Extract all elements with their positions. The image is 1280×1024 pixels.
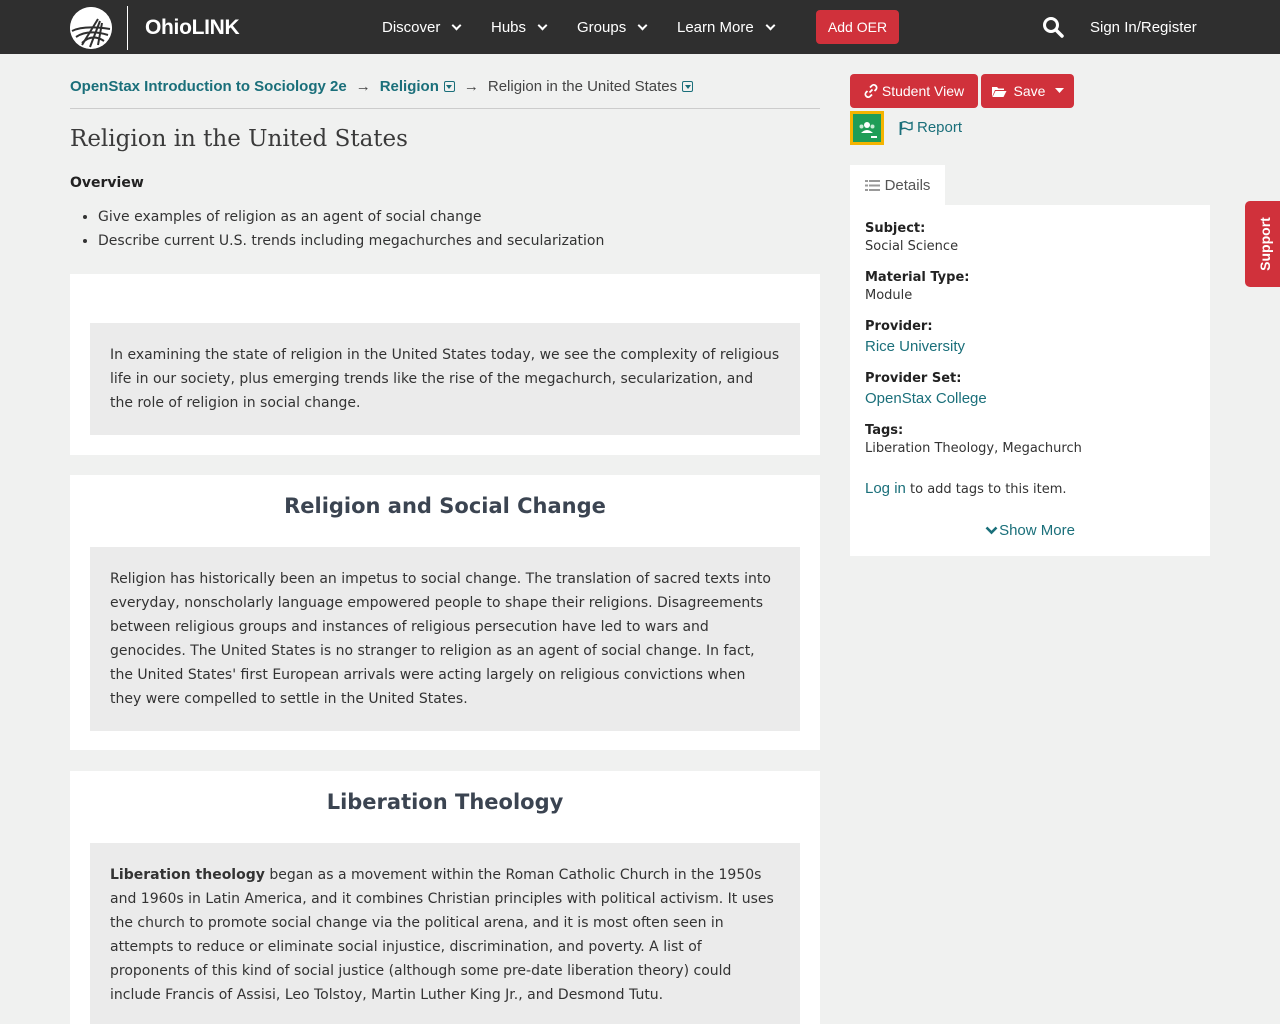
section-text-box <box>90 547 800 731</box>
breadcrumb <box>70 78 820 109</box>
list-item: • Give examples of religion as an agent of social change <box>98 208 604 232</box>
provider-set-label: Provider Set: <box>865 371 962 386</box>
brand-name: OhioLINK <box>145 15 240 39</box>
search-icon[interactable] <box>1042 16 1064 38</box>
tags-value: Liberation Theology, Megachurch <box>865 441 1082 456</box>
ohiolink-logo[interactable] <box>70 6 239 49</box>
breadcrumb-religion-link[interactable]: Religion <box>380 78 455 95</box>
section-text: Religion has historically been an impetus to social change. The translation of sacred texts into everyday, nonscholarly language empowered people to shape their religions. Disagreements between religious groups and instances of religious persecution have led to wars and genocides. The United States is no stranger to religion as an agent of social change. In fact, the United States' first European arrivals were acting largely on religious convictions when they were compelled to settle in the United States. <box>110 571 771 707</box>
subject-label: Subject: <box>865 221 926 236</box>
chevron-down-icon <box>638 20 648 30</box>
provider-label: Provider: <box>865 319 933 334</box>
sign-in-register-link[interactable]: Sign In/Register <box>1090 18 1197 36</box>
overview-label: Overview <box>70 175 144 191</box>
chevron-down-icon <box>765 20 775 30</box>
report-link[interactable]: Report <box>899 119 962 136</box>
show-more-button[interactable]: Show More <box>850 522 1210 539</box>
caret-square-icon[interactable] <box>682 81 693 92</box>
material-type-value: Module <box>865 288 913 303</box>
tab-details[interactable]: Details <box>850 165 945 205</box>
breadcrumb-separator: → <box>463 78 479 95</box>
breadcrumb-course-link[interactable]: OpenStax Introduction to Sociology 2e <box>70 78 347 95</box>
login-link[interactable]: Log in <box>865 480 906 497</box>
caret-down-icon <box>1055 88 1064 94</box>
nav-learn-more[interactable]: Learn More <box>677 0 774 54</box>
content-section-social-change <box>70 475 820 750</box>
provider-link[interactable]: Rice University <box>865 338 966 355</box>
logo-mark-icon <box>70 7 112 49</box>
chevron-down-icon <box>452 20 462 30</box>
list-icon <box>865 179 880 192</box>
overview-list <box>98 208 604 256</box>
chevron-down-icon <box>538 20 548 30</box>
login-tags-note: Log in to add tags to this item. <box>865 480 1067 497</box>
material-type-label: Material Type: <box>865 270 970 285</box>
section-text: began as a movement within the Roman Catholic Church in the 1950s and 1960s in Latin America, and it combines Christian principles with political activism. It uses the church to promote social change via the political arena, and it is most often seen in attempts to reduce or eliminate social injustice, discrimination, and poverty. A list of proponents of this kind of social justice (although some pre-date liberation theory) could include Francis of Assisi, Leo Tolstoy, Martin Luther King Jr., and Desmond Tutu. <box>110 867 774 1003</box>
list-item: • Describe current U.S. trends including megachurches and secularization <box>98 232 604 256</box>
subject-value: Social Science <box>865 239 959 254</box>
add-oer-button[interactable]: Add OER <box>816 10 899 44</box>
nav-groups[interactable]: Groups <box>577 0 646 54</box>
caret-square-icon[interactable] <box>444 81 455 92</box>
top-navbar <box>0 0 1280 54</box>
tags-label: Tags: <box>865 423 904 438</box>
content-section-intro <box>70 274 820 455</box>
nav-hubs[interactable]: Hubs <box>491 0 546 54</box>
flag-icon <box>899 121 913 135</box>
student-view-button[interactable]: Student View <box>850 74 978 108</box>
content-section-liberation-theology <box>70 771 820 1024</box>
section-text-box <box>90 323 800 435</box>
section-title: Liberation Theology <box>326 790 564 814</box>
folder-icon <box>991 85 1007 98</box>
breadcrumb-current: Religion in the United States <box>488 78 693 95</box>
section-text: In examining the state of religion in the United States today, we see the complexity of religious life in our society, plus emerging trends like the rise of the megachurch, secularization, and the role of religion in social change. <box>110 347 780 411</box>
breadcrumb-separator: → <box>355 78 371 95</box>
provider-set-link[interactable]: OpenStax College <box>865 390 987 407</box>
chevron-down-icon <box>985 526 998 535</box>
save-button[interactable]: Save <box>981 74 1074 108</box>
page-title: Religion in the United States <box>70 126 408 152</box>
section-bold-lead: Liberation theology <box>110 867 265 883</box>
section-title: Religion and Social Change <box>284 494 606 518</box>
link-icon <box>864 84 878 98</box>
section-text-box <box>90 843 800 1024</box>
support-tab[interactable]: Support <box>1245 201 1280 287</box>
google-classroom-icon[interactable] <box>850 111 884 145</box>
details-panel <box>850 205 1210 556</box>
nav-discover[interactable]: Discover <box>382 0 460 54</box>
